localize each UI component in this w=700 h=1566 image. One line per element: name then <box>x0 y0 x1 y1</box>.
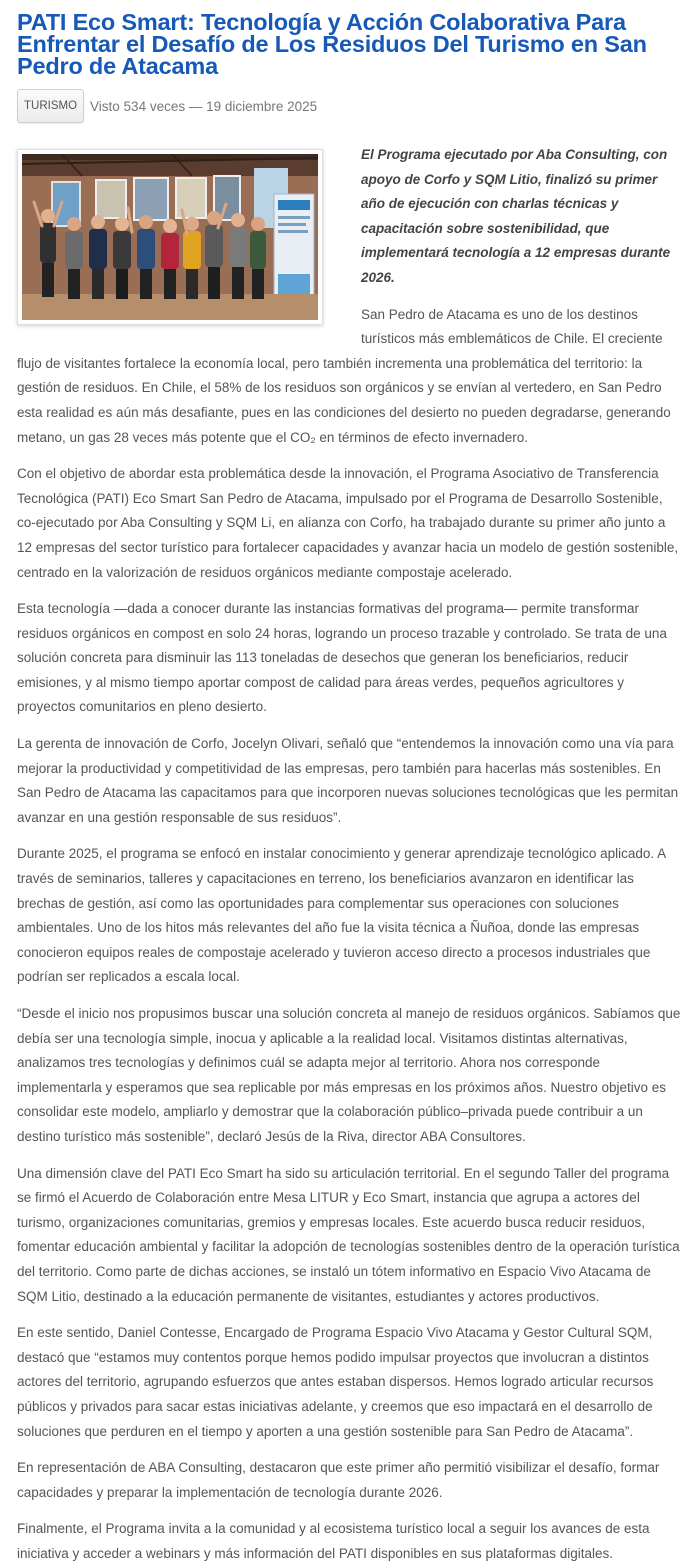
article-meta <box>17 89 683 123</box>
article-photo <box>17 149 323 325</box>
article-meta-text: Visto 534 veces — 19 diciembre 2025 <box>90 98 318 114</box>
article-body <box>17 143 683 1566</box>
group-photo-image <box>22 154 318 320</box>
article-paragraph: Con el objetivo de abordar esta problemática desde la innovación, el Programa Asociativo de Transferencia Tecnológica (PATI) Eco Smart San Pedro de Atacama, impulsado por el Programa de Desarrollo Sostenible, co-ejecutado por Aba Consulting y SQM Li, en alianza con Corfo, ha trabajado durante su primer año junto a 12 empresas del sector turístico para fortalecer capacidades y avanzar hacia un modelo de gestión sostenible, centrado en la valorización de residuos orgánicos mediante compostaje acelerado. <box>17 466 679 580</box>
category-badge[interactable]: TURISMO <box>17 89 84 123</box>
article-paragraph: En representación de ABA Consulting, destacaron que este primer año permitió visibilizar el desafío, formar capacidades y preparar la implementación de tecnología durante 2026. <box>17 1460 660 1500</box>
article-paragraph: En este sentido, Daniel Contesse, Encargado de Programa Espacio Vivo Atacama y Gestor Cultural SQM, destacó que “estamos muy contentos porque hemos podido impulsar proyectos que involucran a distintos actores del territorio, agrupando esfuerzos que antes estaban dispersos. Hemos logrado articular recursos públicos y privados para sacar estas iniciativas adelante, y creemos que eso impactará en el desarrollo de soluciones que perduren en el tiempo y aporten a una gestión sostenible para San Pedro de Atacama”. <box>17 1325 654 1439</box>
article-paragraph: Durante 2025, el programa se enfocó en instalar conocimiento y generar aprendizaje tecnológico aplicado. A través de seminarios, talleres y capacitaciones en terreno, los beneficiarios avanzaron en identificar las brechas de gestión, así como las oportunidades para complementar sus operaciones con soluciones ambientales. Uno de los hitos más relevantes del año fue la visita técnica a Ñuñoa, donde las empresas conocieron equipos reales de compostaje acelerado y tuvieron acceso directo a procesos industriales que podrían ser replicados a escala local. <box>17 846 666 985</box>
article-lead: El Programa ejecutado por Aba Consulting, con apoyo de Corfo y SQM Litio, finalizó su primer año de ejecución con charlas técnicas y capacitación sobre sostenibilidad, que implementará tecnología a 12 empresas durante 2026. <box>361 147 671 285</box>
article-paragraph: “Desde el inicio nos propusimos buscar una solución concreta al manejo de residuos orgánicos. Sabíamos que debía ser una tecnología simple, inocua y aplicable a la realidad local. Visitamos distintas alternativas, analizamos tres tecnologías y definimos cuál se adapta mejor al territorio. Ahora nos corresponde implementarla y esperamos que sea replicable por más empresas en los próximos años. Nuestro objetivo es consolidar este modelo, ampliarlo y demostrar que la colaboración público–privada puede contribuir a un destino turístico más sostenible”, declaró Jesús de la Riva, director ABA Consultores. <box>17 1006 681 1144</box>
article-paragraph: Esta tecnología —dada a conocer durante las instancias formativas del programa— permite transformar residuos orgánicos en compost en solo 24 horas, logrando un proceso trazable y controlado. Se trata de una solución concreta para disminuir las 113 toneladas de desechos que generan los beneficiarios, reducir emisiones, y al mismo tiempo aportar compost de calidad para áreas verdes, pequeños agricultores y proyectos comunitarios en pleno desierto. <box>17 601 667 715</box>
article-paragraph: Finalmente, el Programa invita a la comunidad y al ecosistema turístico local a seguir los avances de esta iniciativa y acceder a webinars y más información del PATI disponibles en sus plataformas digitales. <box>17 1521 650 1561</box>
article-paragraph: La gerenta de innovación de Corfo, Jocelyn Olivari, señaló que “entendemos la innovación como una vía para mejorar la productividad y competitividad de las empresas, pero también para hacerlas más sostenibles. En San Pedro de Atacama las capacitamos para que incorporen nuevas soluciones tecnológicas que les permitan avanzar en una gestión responsable de sus residuos”. <box>17 736 679 825</box>
article-title: PATI Eco Smart: Tecnología y Acción Colaborativa Para Enfrentar el Desafío de Los Residuos Del Turismo en San Pedro de Atacama <box>17 9 647 79</box>
article-paragraph: San Pedro de Atacama es uno de los destinos turísticos más emblemáticos de Chile. El creciente flujo de visitantes fortalece la economía local, pero también incrementa una problemática del territorio: la gestión de residuos. En Chile, el 58% de los residuos son orgánicos y se envían al vertedero, en San Pedro esta realidad es aún más desafiante, pues en las condiciones del desierto no pueden degradarse, generando metano, un gas 28 veces más potente que el CO₂ en términos de efecto invernadero. <box>17 306 671 445</box>
article-paragraph: Una dimensión clave del PATI Eco Smart ha sido su articulación territorial. En el segundo Taller del programa se firmó el Acuerdo de Colaboración entre Mesa LITUR y Eco Smart, instancia que agrupa a actores del turismo, organizaciones comunitarias, gremios y empresas locales. Este acuerdo busca reducir residuos, fomentar educación ambiental y facilitar la adopción de tecnologías sostenibles dentro de la operación turística del territorio. Como parte de dichas acciones, se instaló un tótem informativo en Espacio Vivo Atacama de SQM Litio, destinado a la educación permanente de visitantes, estudiantes y actores productivos. <box>17 1165 680 1304</box>
